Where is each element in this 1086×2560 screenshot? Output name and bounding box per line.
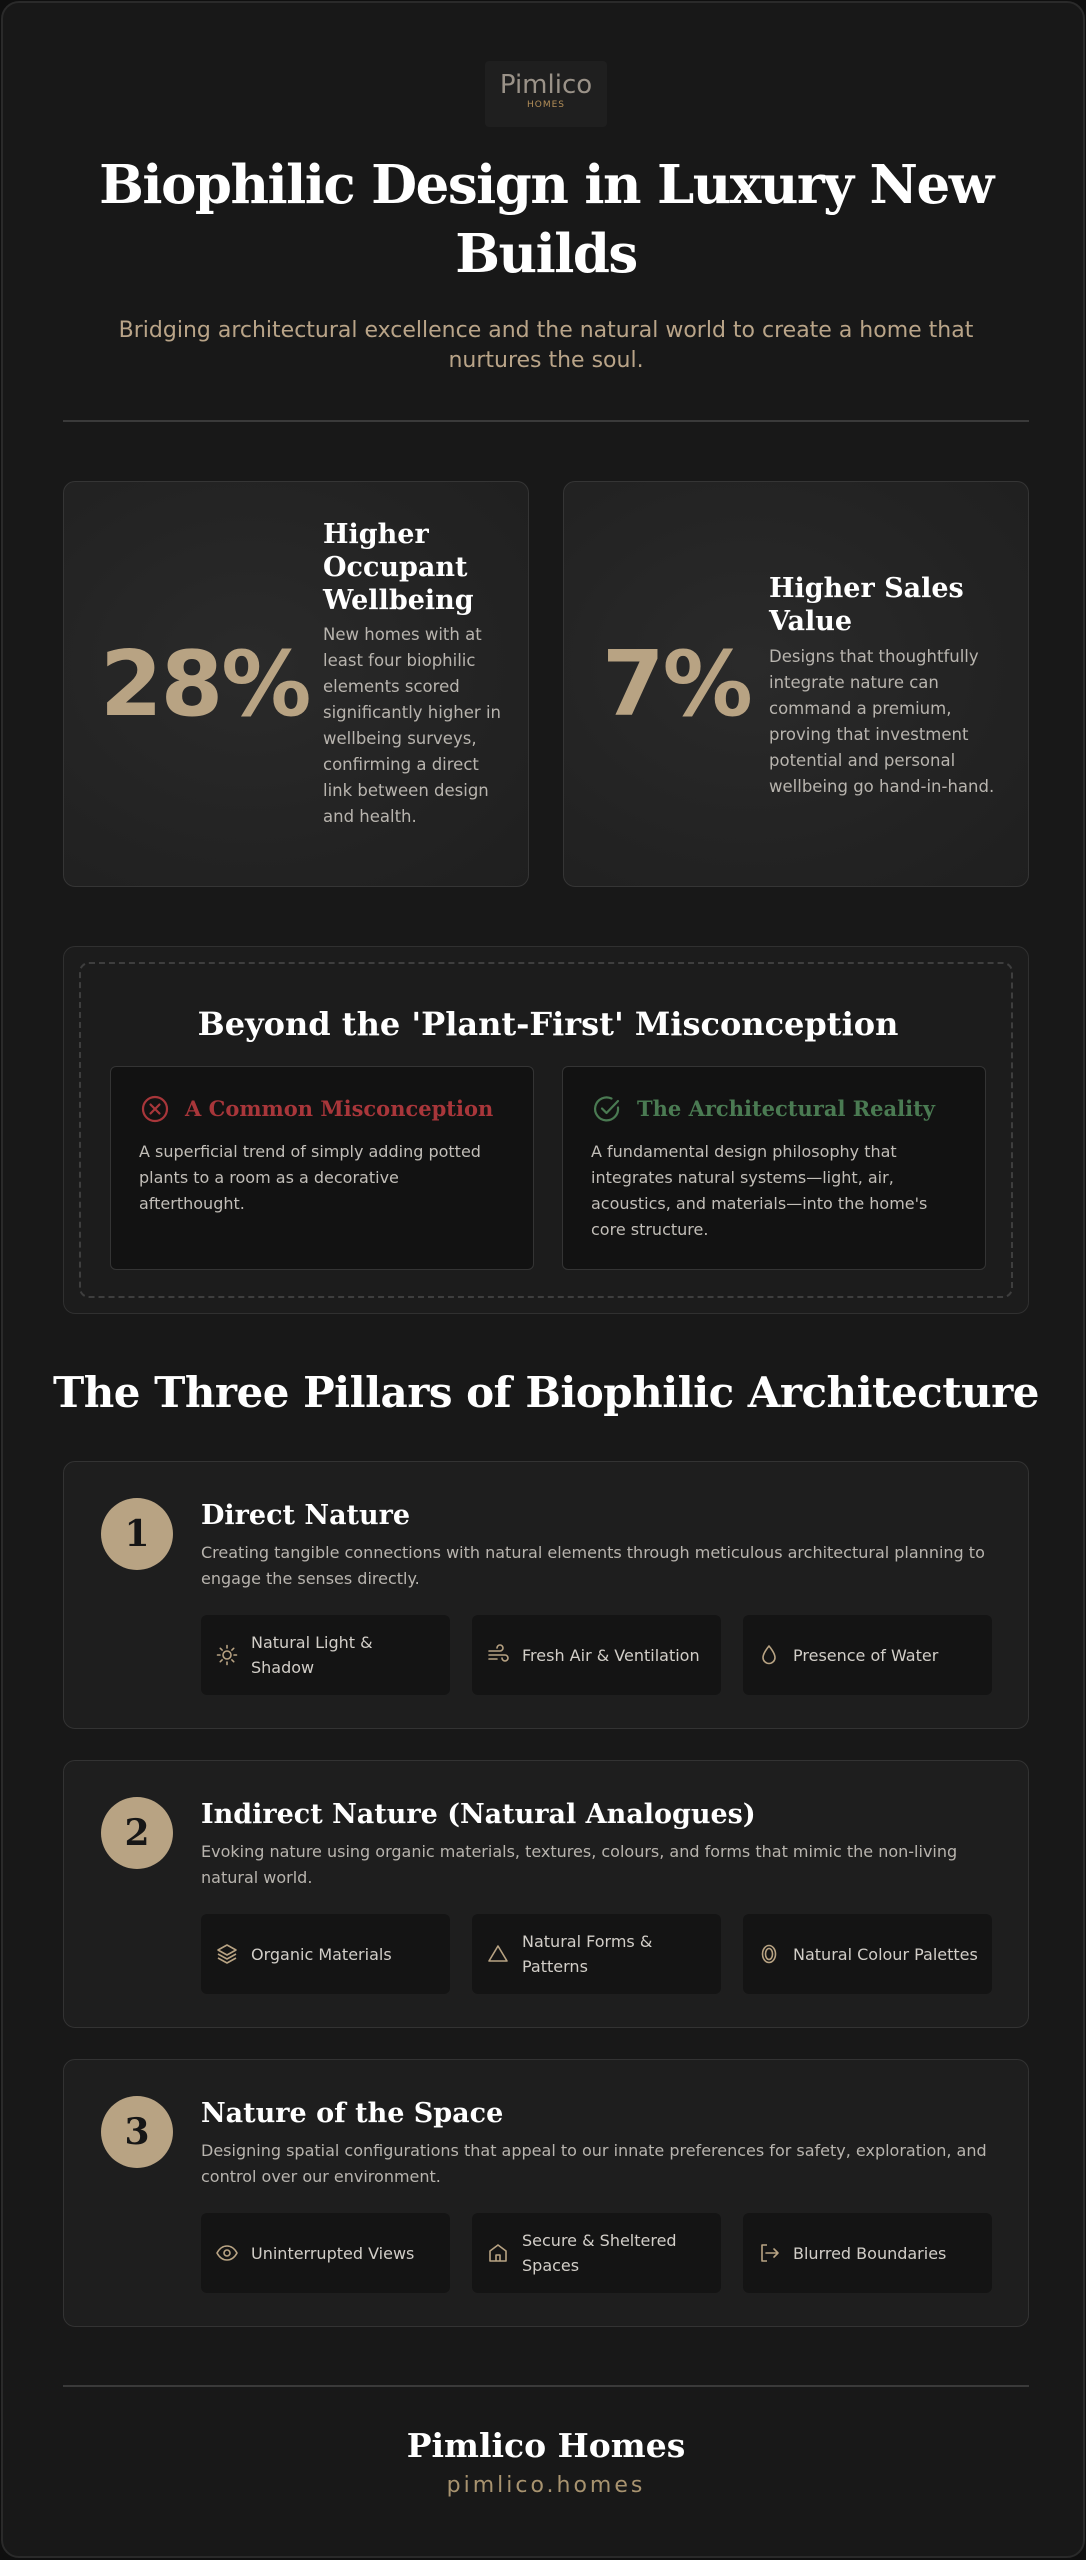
misconception-dashed-frame [79,962,1013,1298]
pillar-title: Direct Nature [201,1500,411,1531]
feature-label: Secure & Sheltered Spaces [522,2231,677,2275]
stat-card-sales [563,481,1029,887]
footer-brand-name: Pimlico Homes [406,2426,686,2465]
feature-tile [201,1615,450,1695]
feature-label: Presence of Water [793,1645,939,1665]
reality-heading: The Architectural Reality [637,1096,936,1121]
feature-tile [743,1914,992,1994]
header-divider [63,420,1029,422]
pillar-description: Creating tangible connections with natural elements through meticulous architectural planning to engage the senses directly. [201,1543,985,1588]
myth-description: A superficial trend of simply adding potted plants to a room as a decorative afterthought. [139,1142,481,1213]
feature-tile [743,2213,992,2293]
feature-tile [743,1615,992,1695]
infographic-page [1,1,1085,2558]
feature-tile [201,1914,450,1994]
water-drop-icon [757,1643,781,1667]
footer-url[interactable]: pimlico.homes [446,2473,646,2498]
feature-tile [201,2213,450,2293]
stat-value: 28% [100,632,310,737]
stat-value: 7% [602,632,751,737]
feature-label: Blurred Boundaries [793,2243,947,2263]
home-icon [486,2241,510,2265]
logo-subtext: HOMES [526,100,566,110]
myth-card [110,1066,534,1270]
logo-name: Pimlico [499,70,593,100]
check-circle-icon [591,1093,623,1125]
myth-heading: A Common Misconception [185,1096,494,1121]
pillar-card-indirect-nature [63,1760,1029,2028]
feature-label: Organic Materials [251,1944,392,1964]
pillars-section-title: The Three Pillars of Biophilic Architecture [52,1368,1040,1417]
sun-icon [215,1643,239,1667]
pillar-number-badge: 3 [101,2096,173,2168]
stat-card-wellbeing [63,481,529,887]
footer-divider [63,2385,1029,2387]
stat-description: Designs that thoughtfully integrate nature can command a premium, proving that investment potential and personal wellbeing go hand-in-hand. [769,647,995,796]
pillar-card-direct-nature [63,1461,1029,1729]
feature-tile [472,1914,721,1994]
feature-label: Fresh Air & Ventilation [522,1645,700,1665]
feature-tile [472,1615,721,1695]
brand-logo [485,61,607,127]
reality-card [562,1066,986,1270]
page-subtitle: Bridging architectural excellence and the natural world to create a home that nurtures the soul. [118,318,974,373]
pillar-title: Indirect Nature (Natural Analogues) [201,1799,756,1830]
stat-description: New homes with at least four biophilic elements scored significantly higher in wellbeing surveys, confirming a direct link between design and health. [323,625,501,826]
triangle-icon [486,1942,510,1966]
feature-label: Natural Light & Shadow [251,1633,373,1677]
page-title: Biophilic Design in Luxury New Builds [99,154,993,285]
stat-heading: Higher Occupant Wellbeing [323,519,474,616]
pillar-title: Nature of the Space [201,2098,504,2129]
feature-tile [472,2213,721,2293]
exit-icon [757,2241,781,2265]
misconception-panel [63,946,1029,1314]
reality-description: A fundamental design philosophy that integrates natural systems—light, air, acoustics, and materials—into the home's core structure. [591,1142,928,1239]
pillar-description: Evoking nature using organic materials, textures, colours, and forms that mimic the non-living natural world. [201,1842,958,1887]
pillar-description: Designing spatial configurations that appeal to our innate preferences for safety, exploration, and control over our environment. [201,2141,987,2186]
pillar-number-badge: 1 [101,1498,173,1570]
feature-label: Natural Forms & Patterns [522,1932,653,1976]
pillar-number-badge: 2 [101,1797,173,1869]
feature-label: Natural Colour Palettes [793,1944,978,1964]
wind-icon [486,1643,510,1667]
eye-icon [215,2241,239,2265]
misconception-title: Beyond the 'Plant-First' Misconception [197,1005,899,1043]
palette-icon [757,1942,781,1966]
x-circle-icon [139,1093,171,1125]
pillar-card-nature-of-space [63,2059,1029,2327]
layers-icon [215,1942,239,1966]
stat-heading: Higher Sales Value [769,573,964,637]
feature-label: Uninterrupted Views [251,2243,415,2263]
